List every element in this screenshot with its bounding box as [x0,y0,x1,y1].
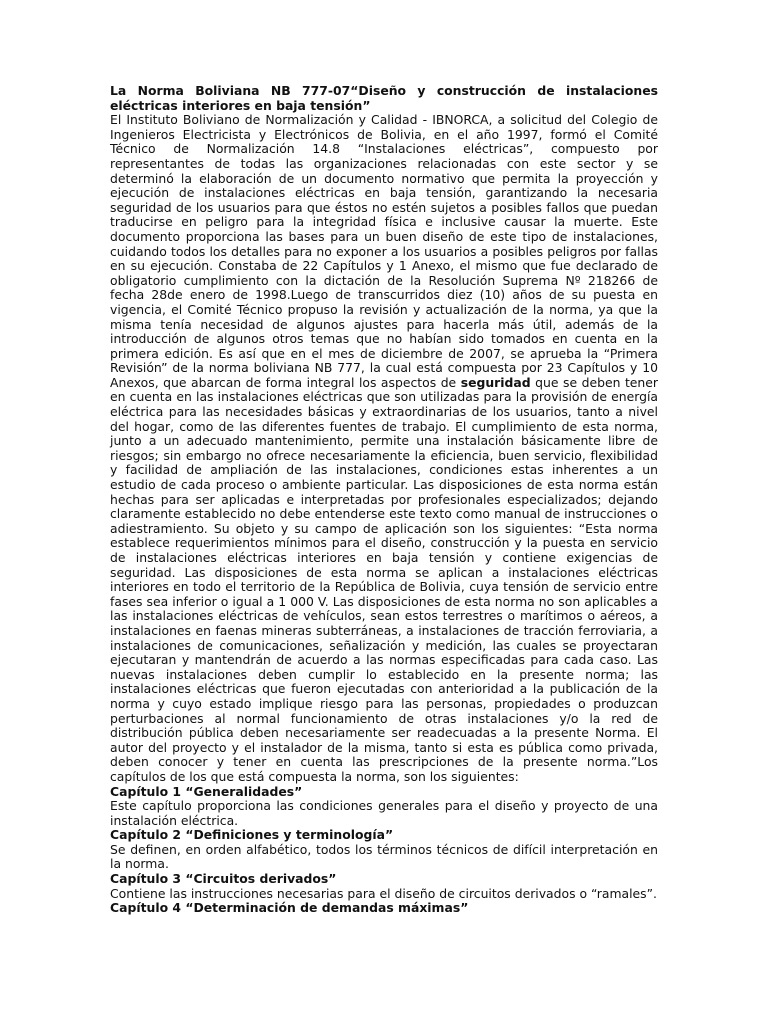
intro-bold-word: seguridad [460,374,531,390]
intro-paragraph [110,113,658,784]
document-page [110,84,658,916]
document-title: La Norma Boliviana NB 777-07“Diseño y construcción de instalaciones eléctricas interiores en baja tensión” [110,83,658,113]
chapter-3-body: Contiene las instrucciones necesarias para el diseño de circuitos derivados o “ramales”. [110,885,657,901]
intro-text-part-2: que se deben tener en cuenta en las instalaciones eléctricas que son utilizadas para la provisión de energía eléctrica para las necesidades básicas y extraordinarias de los usuarios, tanto a nivel del hogar, como de las diferentes fuentes de trabajo. El cumplimiento de esta norma, junto a un adecuado mantenimiento, permite una instalación básicamente libre de riesgos; sin embargo no ofrece necesariamente la eficiencia, buen servicio, flexibilidad y facilidad de ampliación de las instalaciones, condiciones estas inherentes a un estudio de cada proceso o ambiente particular. Las disposiciones de esta norma están hechas para ser aplicadas e interpretadas por profesionales especializados; dejando claramente establecido no debe entenderse este texto como manual de instrucciones o adiestramiento. Su objeto y su campo de aplicación son los siguientes: “Esta norma establece requerimientos mínimos para el diseño, construcción y la puesta en servicio de instalaciones eléctricas interiores en baja tensión y contiene exigencias de seguridad. Las disposiciones de esta norma se aplican a instalaciones eléctricas interiores en todo el territorio de la República de Bolivia, cuya tensión de servicio entre fases sea inferior o igual a 1 000 V. Las disposiciones de esta norma no son aplicables a las instalaciones eléctricas de vehículos, sean estos terrestres o marítimos o aéreos, a instalaciones en faenas mineras subterráneas, a instalaciones de tracción ferroviaria, a instalaciones de comunicaciones, señalización y medición, las cuales se proyectaran ejecutaran y mantendrán de acuerdo a las normas especificadas para cada caso. Las nuevas instalaciones deben cumplir lo establecido en la presente norma; las instalaciones eléctricas que fueron ejecutadas con anterioridad a la publicación de la norma y cuyo estado implique riesgo para las personas, propiedades o produzcan perturbaciones al normal funcionamiento de otras instalaciones y/o la red de distribución pública deben necesariamente ser readecuadas a la presente Norma. El autor del proyecto y el instalador de la misma, tanto si esta es pública como privada, deben conocer y tener en cuenta las prescripciones de la presente norma.”Los capítulos de los que está compuesta la norma, son los siguientes: [110,374,658,784]
intro-text-part-1: El Instituto Boliviano de Normalización y Calidad - IBNORCA, a solicitud del Colegio de Ingenieros Electricista y Electrónicos de Bolivia, en el año 1997, formó el Comité Técnico de Normalización 14.8 “Instalaciones eléctricas”, compuesto por representantes de todas las organizaciones relacionadas con este sector y se determinó la elaboración de un documento normativo que permita la proyección y ejecución de instalaciones eléctricas en baja tensión, garantizando la necesaria seguridad de los usuarios para que éstos no estén sujetos a posibles fallos que puedan traducirse en peligro para la integridad física e inclusive causar la muerte. Este documento proporciona las bases para un buen diseño de este tipo de instalaciones, cuidando todos los detalles para no exponer a los usuarios a posibles peligros por fallas en su ejecución. Constaba de 22 Capítulos y 1 Anexo, el mismo que fue declarado de obligatorio cumplimiento con la dictación de la Resolución Suprema Nº 218266 de fecha 28de enero de 1998.Luego de transcurridos diez (10) años de su puesta en vigencia, el Comité Técnico propuso la revisión y actualización de la norma, ya que la misma tenía necesidad de algunos ajustes para hacerla más útil, además de la introducción de algunos otros temas que no habían sido tomados en cuenta en la primera edición. Es así que en el mes de diciembre de 2007, se aprueba la “Primera Revisión” de la norma boliviana NB 777, la cual está compuesta por 23 Capítulos y 10 Anexos, que abarcan de forma integral los aspectos de [110,112,658,390]
chapter-2-heading: Capítulo 2 “Definiciones y terminología” [110,827,394,843]
chapter-1-heading: Capítulo 1 “Generalidades” [110,783,303,799]
chapter-2-body: Se definen, en orden alfabético, todos los términos técnicos de difícil interpretación en la norma. [110,841,658,872]
chapter-4-heading: Capítulo 4 “Determinación de demandas máximas” [110,900,469,916]
chapter-3-heading: Capítulo 3 “Circuitos derivados” [110,871,337,887]
chapter-1-body: Este capítulo proporciona las condiciones generales para el diseño y proyecto de una instalación eléctrica. [110,798,658,828]
